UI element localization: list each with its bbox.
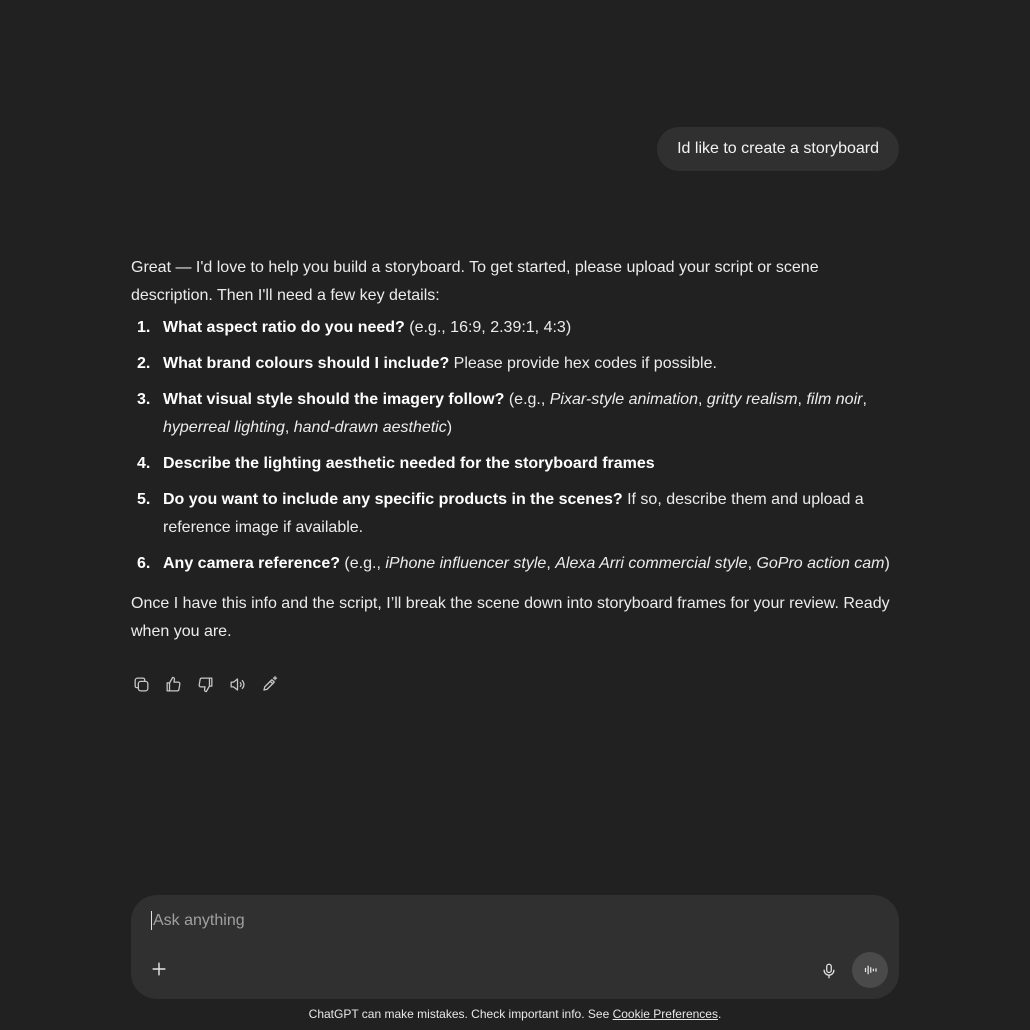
text-caret <box>151 911 152 930</box>
message-input[interactable] <box>151 909 795 933</box>
user-message-bubble <box>657 127 899 171</box>
question-list <box>131 314 891 578</box>
list-item-bold: What brand colours should I include? <box>163 355 450 372</box>
assistant-intro: Great — I'd love to help you build a storyboard. To get started, please upload your script or scene description. Then I'll need a few key details: <box>131 259 819 304</box>
list-item <box>131 486 891 542</box>
voice-mode-button[interactable] <box>852 952 888 988</box>
list-item-separator: , <box>797 391 807 408</box>
list-item-bold: Any camera reference? <box>163 555 340 572</box>
list-item-bold: Describe the lighting aesthetic needed for the storyboard frames <box>163 455 655 472</box>
dislike-button[interactable] <box>193 672 217 696</box>
plus-icon <box>149 959 169 979</box>
thumbs-up-icon <box>164 675 183 694</box>
list-item-separator: , <box>747 555 757 572</box>
message-actions <box>129 672 281 696</box>
list-item-number: 6. <box>137 555 151 572</box>
list-item-separator: , <box>697 391 707 408</box>
list-item-example: hand-drawn aesthetic <box>293 419 447 436</box>
list-item <box>131 350 891 378</box>
assistant-outro: Once I have this info and the script, I’ll break the scene down into storyboard frames for your review. Ready when you are. <box>131 595 890 640</box>
footer-disclaimer <box>0 1006 1030 1022</box>
edit-button[interactable] <box>257 672 281 696</box>
list-item-bold: What visual style should the imagery follow? <box>163 391 505 408</box>
list-item-separator: , <box>284 419 294 436</box>
list-item-number: 3. <box>137 391 151 408</box>
voice-waveform-icon <box>861 961 879 979</box>
user-message-text: Id like to create a storyboard <box>677 140 879 157</box>
list-item-separator: , <box>546 555 556 572</box>
thumbs-down-icon <box>196 675 215 694</box>
list-item-example: iPhone influencer style <box>385 555 547 572</box>
list-item-text: Please provide hex codes if possible. <box>449 355 717 372</box>
list-item-number: 4. <box>137 455 151 472</box>
list-item <box>131 450 891 478</box>
copy-button[interactable] <box>129 672 153 696</box>
cookie-preferences-link[interactable]: Cookie Preferences <box>612 1007 718 1021</box>
microphone-icon <box>820 962 838 980</box>
list-item-example: film noir <box>806 391 863 408</box>
list-item-text: ) <box>884 555 890 572</box>
edit-sparkle-icon <box>260 675 279 694</box>
list-item <box>131 550 891 578</box>
list-item-example: hyperreal lighting <box>163 419 285 436</box>
footer-text: ChatGPT can make mistakes. Check important info. See <box>308 1007 613 1021</box>
like-button[interactable] <box>161 672 185 696</box>
list-item-number: 2. <box>137 355 151 372</box>
list-item-text: (e.g., 16:9, 2.39:1, 4:3) <box>404 319 572 336</box>
list-item-text: If so, describe them and upload a reference image if available. <box>163 491 864 536</box>
list-item-separator: , <box>862 391 867 408</box>
composer <box>131 895 899 999</box>
dictate-button[interactable] <box>817 959 841 983</box>
attach-button[interactable] <box>147 957 171 981</box>
copy-icon <box>132 675 151 694</box>
footer-period: . <box>717 1007 722 1021</box>
list-item-text: (e.g., <box>504 391 550 408</box>
read-aloud-button[interactable] <box>225 672 249 696</box>
list-item-example: gritty realism <box>706 391 798 408</box>
assistant-message <box>131 254 891 646</box>
list-item-number: 1. <box>137 319 151 336</box>
list-item-bold: Do you want to include any specific products in the scenes? <box>163 491 623 508</box>
list-item-text: ) <box>446 419 453 436</box>
list-item-number: 5. <box>137 491 151 508</box>
list-item-example: Pixar-style animation <box>549 391 698 408</box>
list-item-example: Alexa Arri commercial style <box>555 555 748 572</box>
speaker-icon <box>228 675 247 694</box>
list-item-bold: What aspect ratio do you need? <box>163 319 405 336</box>
list-item-text: (e.g., <box>339 555 386 572</box>
list-item <box>131 386 891 442</box>
list-item <box>131 314 891 342</box>
list-item-example: GoPro action cam <box>756 555 885 572</box>
